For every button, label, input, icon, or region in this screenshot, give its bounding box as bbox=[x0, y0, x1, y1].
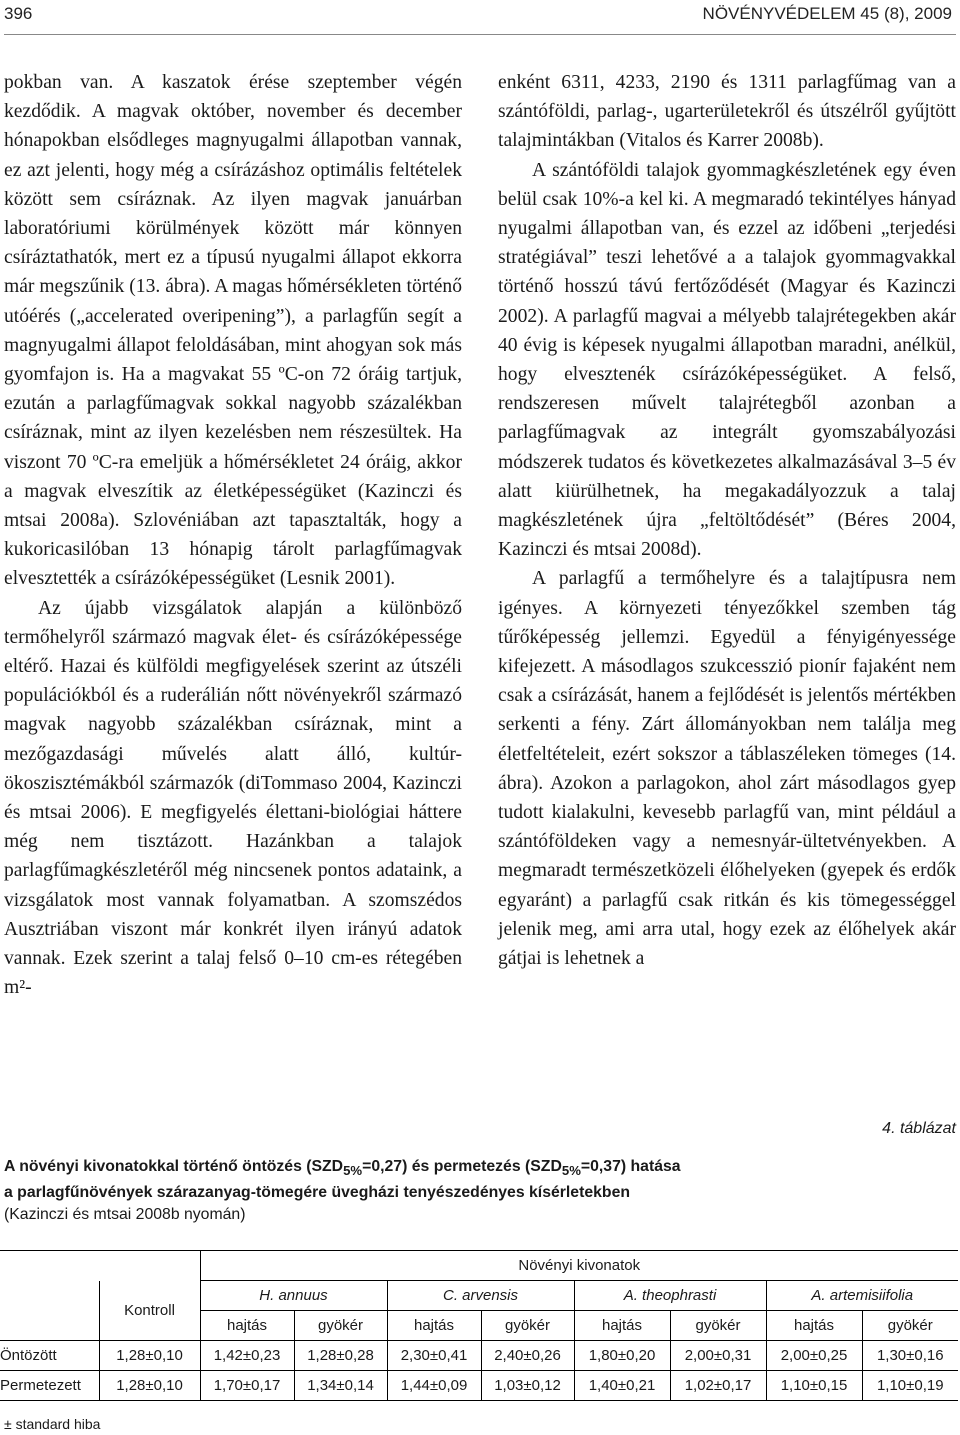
group-header: Növényi kivonatok bbox=[200, 1251, 958, 1281]
control-header: Kontroll bbox=[99, 1281, 200, 1341]
paragraph: A parlagfű a termőhelyre és a talajtípusra nem igényes. A környezeti tényezőkkel szemben tág tűrőképesség jellemzi. Egyedül a fényigényessége kifejezett. A másodlagos szukcesszió pionír fajaként nem csak a csírázását, hanem a fejlődését is jelentős mértékben serkenti a fény. Zárt állományokban nem találja meg életfeltételeit, ezért sokszor a táblaszéleken tömeges (14. ábra). Azokon a parlagokon, ahol zárt másodlagos gyep tudott kialakulni, kevesebb parlagfű van, mint például a szántóföldeken vagy a nemesnyár-ültetvényekben. A megmaradt természetközeli élőhelyeken (gyepek és erdők egyaránt) a parlagfű csak ritkán és kis tömegességgel jelenik meg, ami arra utal, hogy ezek az élőhelyek akár gátjai is lehetnek a bbox=[498, 568, 956, 970]
caption-text: a parlagfűnövények szárazanyag-tömegére üvegházi tenyészedényes kísérletekben bbox=[4, 1184, 630, 1202]
species-header: A. theophrasti bbox=[574, 1281, 766, 1311]
part-header: hajtás bbox=[387, 1311, 481, 1341]
header-rule bbox=[4, 34, 956, 35]
left-column bbox=[4, 68, 462, 1003]
table-cell: 1,28±0,28 bbox=[294, 1341, 387, 1371]
part-header: hajtás bbox=[766, 1311, 862, 1341]
caption-source: (Kazinczi és mtsai 2008b nyomán) bbox=[4, 1206, 246, 1224]
table-footnote: ± standard hiba bbox=[4, 1416, 101, 1432]
table-cell: 1,34±0,14 bbox=[294, 1371, 387, 1401]
table-cell: 2,00±0,31 bbox=[670, 1341, 766, 1371]
species-header: C. arvensis bbox=[387, 1281, 574, 1311]
table-row bbox=[0, 1341, 958, 1371]
right-column bbox=[498, 68, 956, 973]
table-cell: 1,40±0,21 bbox=[574, 1371, 670, 1401]
table-cell: 1,02±0,17 bbox=[670, 1371, 766, 1401]
part-header: gyökér bbox=[481, 1311, 574, 1341]
table-cell: 1,42±0,23 bbox=[200, 1341, 294, 1371]
caption-text: A növényi kivonatokkal történő öntözés (SZD bbox=[4, 1158, 344, 1175]
part-header: hajtás bbox=[200, 1311, 294, 1341]
table-corner bbox=[99, 1251, 200, 1281]
paragraph: A szántóföldi talajok gyommagkészletének egy éven belül csak 10%-a kel ki. A megmaradó tekintélyes hányad nyugalmi állapotban van, és ezzel az időbeni „terjedési stratégiával” teszi lehetővé a a talajok gyommagvakkal történő hosszú távú fertőződését (Magyar és Kazinczi 2002). A parlagfű magvai a mélyebb talajrétegekben akár 40 évig is képesek nyugalmi állapotban maradni, anélkül, hogy elvesztenék csírázóképességüket. A felső, rendszeresen művelt talajrétegből azonban a parlagfűmagvak az integrált gyomszabályozási módszerek tudatos és következetes alkalmazásával 3–5 év alatt kiürülhetnek, ha megakadályozzuk a talaj magkészletének újra „feltöltődését” (Béres 2004, Kazinczi és mtsai 2008d). bbox=[498, 159, 956, 561]
data-table bbox=[0, 1250, 958, 1401]
table-cell: 1,28±0,10 bbox=[99, 1371, 200, 1401]
table-cell: 1,70±0,17 bbox=[200, 1371, 294, 1401]
table-caption bbox=[4, 1156, 904, 1226]
part-header: hajtás bbox=[574, 1311, 670, 1341]
table-cell: 1,10±0,15 bbox=[766, 1371, 862, 1401]
journal-header: NÖVÉNYVÉDELEM 45 (8), 2009 bbox=[702, 4, 952, 23]
table-cell: 1,03±0,12 bbox=[481, 1371, 574, 1401]
paragraph: pokban van. A kaszatok érése szeptember végén kezdődik. A magvak október, november és december hónapokban elsődleges magnyugalmi állapotban vannak, ez azt jelenti, hogy még a csírázáshoz optimális feltételek között sem csíráznak. Az ilyen magvak januárban laboratóriumi körülmények között már könnyen csíráztathatók, mert ez a típusú nyugalmi állapot ekkorra már megszűnik (13. ábra). A magas hőmérsékleten történő utóérés („accelerated overipening”), a parlagfűn segít a magnyugalmi állapot feloldásában, mint ahogyan sok más gyomfajon is. Ha a magvakat 55 ºC-on 72 óráig tartjuk, ezután a parlagfűmagvak sokkal nagyobb százalékban csíráznak, mint az ilyen kezelésben nem részesültek. Ha viszont 70 ºC-ra emeljük a hőmérsékletet 24 óráig, akkor a magvak elveszítik az életképességüket (Kazinczi és mtsai 2008a). Szlovéniában azt tapasztalták, hogy a kukoricasilóban 13 hónapig tárolt parlagfűmagvak elvesztették a csírázóképességüket (Lesnik 2001). bbox=[4, 72, 462, 590]
table-cell: 1,28±0,10 bbox=[99, 1341, 200, 1371]
row-label: Öntözött bbox=[0, 1341, 99, 1371]
page-number: 396 bbox=[4, 4, 33, 23]
species-header: H. annuus bbox=[200, 1281, 387, 1311]
caption-text: =0,27) és permetezés (SZD bbox=[362, 1158, 562, 1175]
part-header: gyökér bbox=[670, 1311, 766, 1341]
part-header: gyökér bbox=[294, 1311, 387, 1341]
caption-subscript: 5% bbox=[343, 1163, 363, 1179]
table-corner bbox=[0, 1251, 99, 1281]
table-cell: 1,10±0,19 bbox=[862, 1371, 958, 1401]
table-cell: 2,00±0,25 bbox=[766, 1341, 862, 1371]
table-cell: 1,44±0,09 bbox=[387, 1371, 481, 1401]
table-row bbox=[0, 1371, 958, 1401]
caption-text: =0,37) hatása bbox=[580, 1158, 681, 1175]
table-cell: 2,30±0,41 bbox=[387, 1341, 481, 1371]
table-number: 4. táblázat bbox=[882, 1120, 956, 1137]
part-header: gyökér bbox=[862, 1311, 958, 1341]
row-label: Permetezett bbox=[0, 1371, 99, 1401]
paragraph: Az újabb vizsgálatok alapján a különböző termőhelyről származó magvak élet- és csírázóképessége eltérő. Hazai és külföldi megfigyelések szerint az útszéli populációkból és a ruderálián nőtt növényekről származó magvak nagyobb százalékban csíráznak, mint a mezőgazdasági művelés alatt álló, kultúr-ökoszisztémákból származók (diTommaso 2004, Kazinczi és mtsai 2006). E megfigyelés élettani-biológiai háttere még nem tisztázott. Hazánkban a talajok parlagfűmagkészletéről még nincsenek pontos adataink, a vizsgálatok most vannak folyamatban. A szomszédos Ausztriában viszont már konkrét ilyen irányú adatok vannak. Ezek szerint a talaj felső 0–10 cm-es rétegében m²- bbox=[4, 597, 462, 999]
table-cell: 2,40±0,26 bbox=[481, 1341, 574, 1371]
species-header: A. artemisiifolia bbox=[766, 1281, 958, 1311]
paragraph: enként 6311, 4233, 2190 és 1311 parlagfűmag van a szántóföldi, parlag-, ugarterületekről és útszélről gyűjtött talajmintákban (Vitalos és Karrer 2008b). bbox=[498, 72, 956, 152]
table-cell: 1,80±0,20 bbox=[574, 1341, 670, 1371]
row-header-blank bbox=[0, 1281, 99, 1341]
table-cell: 1,30±0,16 bbox=[862, 1341, 958, 1371]
caption-subscript: 5% bbox=[561, 1163, 581, 1179]
